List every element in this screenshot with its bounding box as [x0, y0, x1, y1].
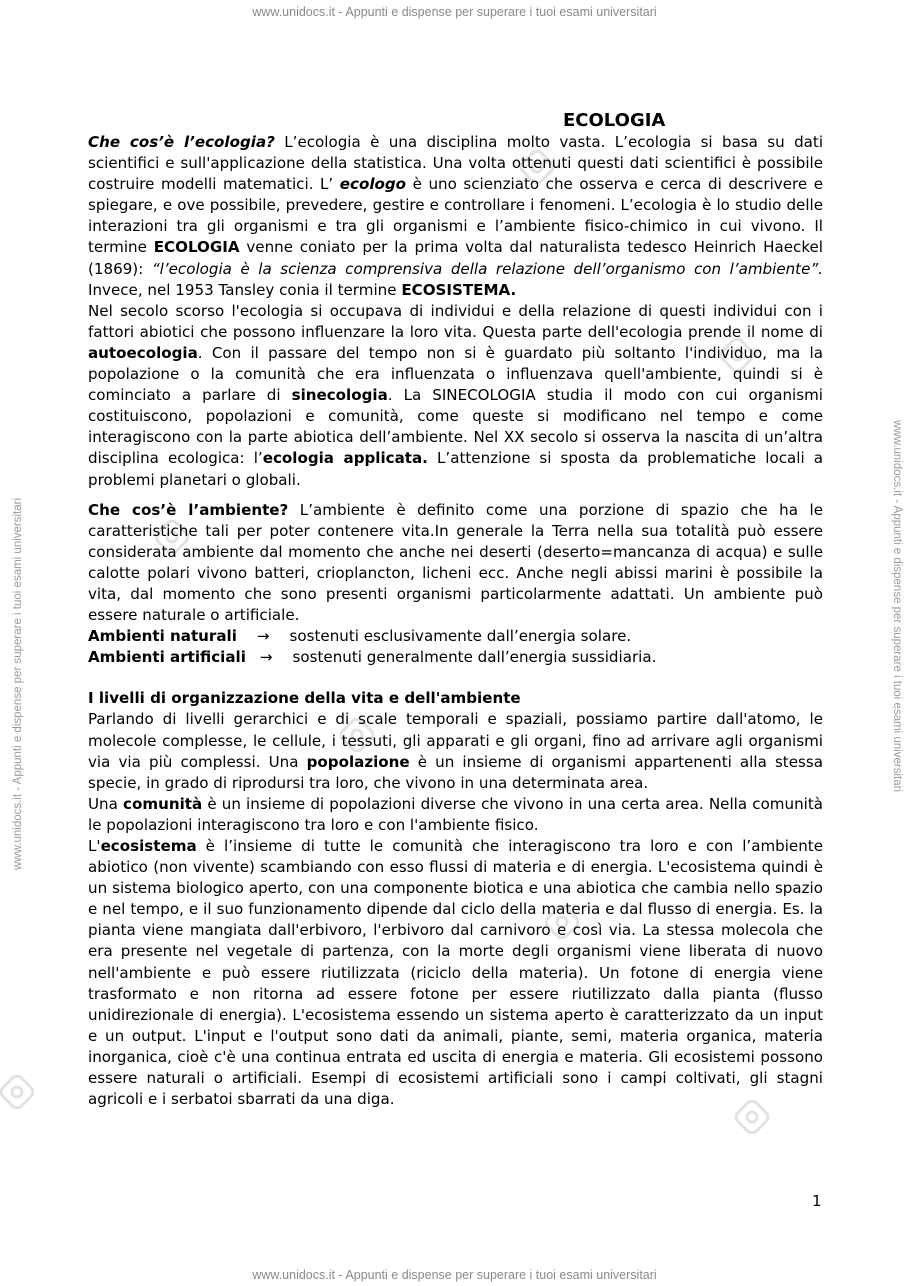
haeckel-quote: “l’ecologia è la scienza comprensiva della relazione dell’organismo con l’ambiente”. [151, 259, 823, 278]
question-ecologia: Che cos’è l’ecologia? [88, 133, 275, 151]
term-ecosistema-def: ecosistema [100, 837, 197, 855]
document-body [88, 110, 823, 1110]
term-ecologia: ECOLOGIA [153, 238, 240, 257]
arrow-icon: → [259, 648, 273, 667]
term-sinecologia: sinecologia [291, 386, 388, 405]
term-autoecologia: autoecologia [88, 343, 198, 362]
line-ambienti-artificiali: Ambienti artificiali → sostenuti generalmente dall’energia sussidiaria. [88, 648, 657, 667]
line-ambienti-naturali: Ambienti naturali → sostenuti esclusivamente dall’energia solare. [88, 627, 632, 646]
term-ecologia-applicata: ecologia applicata. [262, 449, 428, 468]
watermark-footer: www.unidocs.it - Appunti e dispense per superare i tuoi esami universitari [252, 1268, 657, 1282]
term-comunita: comunità [123, 794, 203, 813]
paragraph-ambiente: Che cos’è l’ambiente? L’ambiente è definito come una porzione di spazio che ha le caratteristiche tali per poter contenere vita.In generale la Terra nella sua totalità può essere considerata ambiente dal momento che anche nei deserti (deserto=mancanza di acqua) e sulle calotte polari vivono batteri, crioplancton, licheni ecc. Anche negli abissi marini è possibile la vita, dal momento che sono presenti organismi particolarmente adattati. Un ambiente può essere naturale o artificiale. [88, 500, 823, 625]
watermark-side-right: www.unidocs.it - Appunti e dispense per superare i tuoi esami universitari [891, 420, 903, 793]
paragraph-comunita: Una comunità è un insieme di popolazioni diverse che vivono in una certa area. Nella comunità le popolazioni interagiscono tra loro e con l'ambiente fisico. [88, 794, 823, 834]
paragraph-autoecologia: Nel secolo scorso l'ecologia si occupava di individui e della relazione di questi individui con i fattori abiotici che possono influenzare la loro vita. Questa parte dell'ecologia prende il nome di autoecologia. Con il passare del tempo non si è guardato più soltanto l'individuo, ma la popolazione o la comunità che era influenzata o influenzava quell'ambiente, quindi si è cominciato a parlare di sinecologia. La SINECOLOGIA studia il modo con cui organismi costituiscono, popolazioni e comunità, come queste si modificano nel tempo e come interagiscono con la parte abiotica dell’ambiente. Nel XX secolo si osserva la nascita di un’altra disciplina ecologica: l’ecologia applicata. L’attenzione si sposta da problematiche locali a problemi planetari o globali. [88, 301, 823, 489]
term-popolazione: popolazione [306, 752, 410, 771]
page-number: 1 [812, 1192, 822, 1210]
term-ecosistema: ECOSISTEMA. [401, 280, 517, 299]
question-ambiente: Che cos’è l’ambiente? [88, 500, 289, 519]
term-ecologo: ecologo [339, 175, 407, 194]
document-title: ECOLOGIA [563, 110, 666, 131]
unidocs-logo-icon [0, 1075, 34, 1109]
section-heading-livelli: I livelli di organizzazione della vita e dell'ambiente [88, 689, 521, 708]
arrow-icon: → [256, 627, 270, 646]
paragraph-ecologia: Che cos’è l’ecologia? L’ecologia è una disciplina molto vasta. L’ecologia si basa su dati scientifici e sull'applicazione della statistica. Una volta ottenuti questi dati scientifici è possibile costruire modelli matematici. L’ ecologo è uno scienziato che osserva e cerca di descrivere e spiegare, e ove possibile, prevedere, gestire e controllare i fenomeni. L’ecologia è lo studio delle interazioni tra gli organismi e tra gli organismi e l’ambiente fisico-chimico in cui vivono. Il termine ECOLOGIA venne coniato per la prima volta dal naturalista tedesco Heinrich Haeckel (1869): “l’ecologia è la scienza comprensiva della relazione dell’organismo con l’ambiente”. Invece, nel 1953 Tansley conia il termine ECOSISTEMA. [88, 133, 824, 299]
paragraph-popolazione: Parlando di livelli gerarchici e di scale temporali e spaziali, possiamo partire dall'atomo, le molecole complesse, le cellule, i tessuti, gli apparati e gli organi, fino ad arrivare agli organismi via via più complessi. Una popolazione è un insieme di organismi appartenenti alla stessa specie, in grado di riprodursi tra loro, che vivono in una determinata area. [88, 710, 823, 792]
paragraph-ecosistema: L'ecosistema è l’insieme di tutte le comunità che interagiscono tra loro e con l’ambiente abiotico (non vivente) scambiando con esso flussi di materia e di energia. L'ecosistema quindi è un sistema biologico aperto, con una componente biotica e una abiotica che cambia nello spazio e nel tempo, e il suo funzionamento dipende dal ciclo della materia e dal flusso di energia. Es. la pianta viene mangiata dall'erbivoro, l'erbivoro dal carnivoro e così via. La stessa molecola che era presente nel vegetale di partenza, con la morte degli organismi viene liberata di nuovo nell'ambiente e può essere riutilizzata (riciclo della materia). Un fotone di energia viene trasformato e non ritorna ad essere fotone per essere riutilizzato dalla pianta (flusso unidirezionale di energia). L'ecosistema essendo un sistema aperto è caratterizzato da un input e un output. L'input e l'output sono dati da animali, piante, semi, materia organica, materia inorganica, cioè c'è una continua entrata ed uscita di energia e materia. Gli ecosistemi possono essere naturali o artificiali. Esempi di ecosistemi artificiali sono i campi coltivati, gli stagni agricoli e i serbatoi sbarrati da una diga. [88, 837, 823, 1109]
watermark-side-left: www.unidocs.it - Appunti e dispense per superare i tuoi esami universitari [12, 497, 24, 870]
watermark-header: www.unidocs.it - Appunti e dispense per superare i tuoi esami universitari [252, 5, 657, 19]
